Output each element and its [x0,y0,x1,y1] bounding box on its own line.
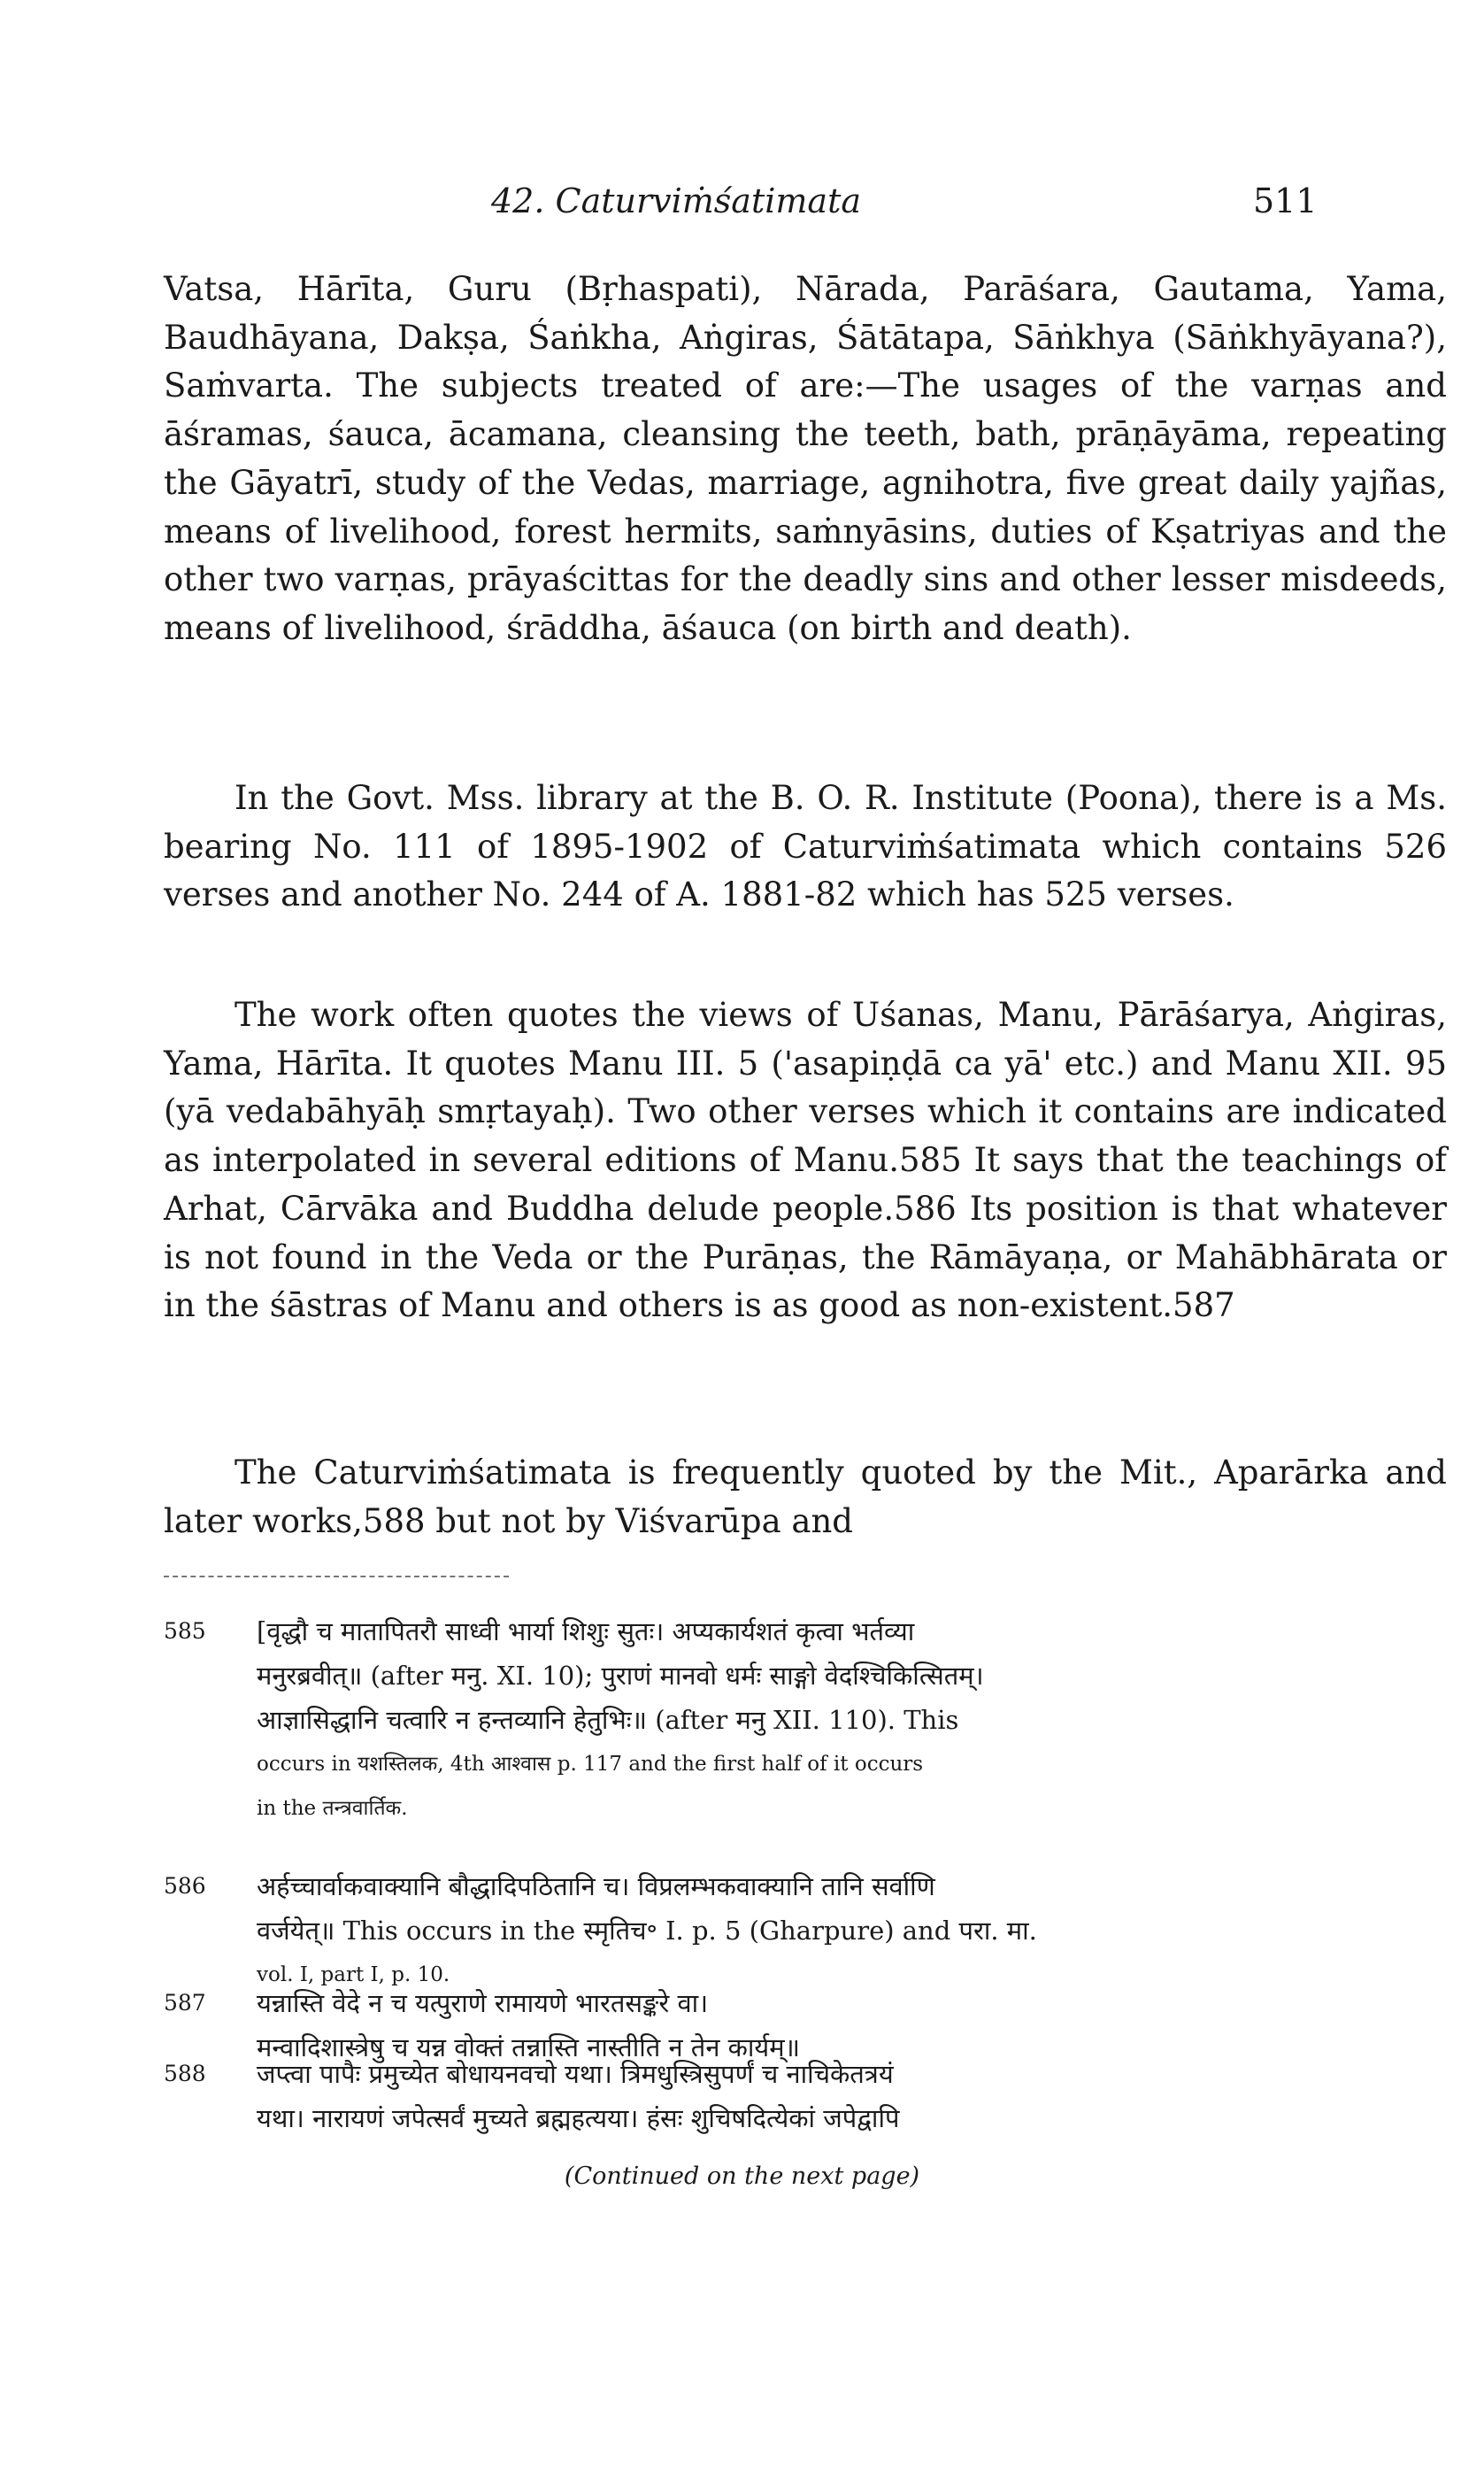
paragraph-2: In the Govt. Mss. library at the B. O. R. Institute (Poona), there is a Ms. bearing No. 111 of 1895-1902 of Caturviṁśatimata which contains 526 verses and another No. 244 of A. 1881-82 which has 525 verses. [164,779,1447,914]
footnote-number: 585 [164,1618,206,1644]
footnote-body [257,1609,1442,1831]
footnote-body [257,2052,1442,2140]
footnote-line: वर्जयेत्॥ This occurs in the स्मृतिच॰ I. p. 5 (Gharpure) and परा. मा. [257,1916,1037,1946]
footnote-line: occurs in यशस्तिलक, 4th आश्वास p. 117 and the first half of it occurs [257,1753,924,1776]
continued-note: (Continued on the next page) [564,2162,920,2190]
footnote-line: आज्ञासिद्धानि चत्वारि न हन्तव्यानि हेतुभिः॥ (after मनु XII. 110). This [257,1705,959,1735]
footnote-line: in the तन्त्रवार्तिक. [257,1797,408,1820]
footnote-line: [वृद्धौ च मातापितरौ साध्वी भार्या शिशुः सुतः। अप्यकार्यशतं कृत्वा भर्तव्या [257,1616,915,1646]
footnote-line: अर्हच्चार्वाकवाक्यानि बौद्धादिपठितानि च। विप्रलम्भकवाक्यानि तानि सर्वाणि [257,1871,935,1901]
footnote-line: मन्वादिशास्त्रेषु च यन्न वोक्तं तन्नास्ति नास्तीति न तेन कार्यम्॥ [257,2032,800,2062]
footnote-line: जप्त्वा पापैः प्रमुच्येत बोधायनवचो यथा। त्रिमधुस्त्रिसुपर्णं च नाचिकेतत्रयं [257,2059,894,2089]
footnote-line: यन्नास्ति वेदे न च यत्पुराणे रामायणे भारतसङ्करे वा। [257,1988,709,2018]
paragraph-4: The Caturviṁśatimata is frequently quoted by the Mit., Aparārka and later works,588 but not by Viśvarūpa and [164,1453,1447,1540]
footnote-line: यथा। नारायणं जपेत्सर्वं मुच्यते ब्रह्महत्यया। हंसः शुचिषदित्येकां जपेद्वापि [257,2103,900,2133]
paragraph-1: Vatsa, Hārīta, Guru (Bṛhaspati), Nārada, Parāśara, Gautama, Yama, Baudhāyana, Dakṣa, Śaṅkha, Aṅgiras, Śātātapa, Sāṅkhya (Sāṅkhyāyana?), Saṁvarta. The subjects treated of are:—The usages of the varṇas and āśramas, śauca, ācamana, cleansing the teeth, bath, prāṇāyāma, repeating the Gāyatrī, study of the Vedas, marriage, agnihotra, five great daily yajñas, means of livelihood, forest hermits, saṁnyāsins, duties of Kṣatriyas and the other two varṇas, prāyaścittas for the deadly sins and other lesser misdeeds, means of livelihood, śrāddha, āśauca (on birth and death). [164,270,1447,647]
footnote-number: 586 [164,1873,206,1899]
page-number: 511 [1253,181,1318,220]
footnote-body [257,1864,1442,1997]
footnote-number: 588 [164,2061,206,2086]
running-header [0,181,1484,235]
footnote-separator [164,1576,509,1577]
running-title: 42. Caturviṁśatimata [491,181,861,220]
footnote-number: 587 [164,1990,206,2016]
footnote-line: vol. I, part I, p. 10. [257,1963,450,1986]
footnote-line: मनुरब्रवीत्॥ (after मनु. XI. 10); पुराणं मानवो धर्मः साङ्गो वेदश्चिकित्सितम्। [257,1661,984,1691]
paragraph-3: The work often quotes the views of Uśanas, Manu, Pārāśarya, Aṅgiras, Yama, Hārīta. It quotes Manu III. 5 ('asapiṇḍā ca yā' etc.) and Manu XII. 95 (yā vedabāhyāḥ smṛtayaḥ). Two other verses which it contains are indicated as interpolated in several editions of Manu.585 It says that the teachings of Arhat, Cārvāka and Buddha delude people.586 Its position is that whatever is not found in the Veda or the Purāṇas, the Rāmāyaṇa, or Mahābhārata or in the śāstras of Manu and others is as good as non-existent.587 [164,996,1447,1325]
